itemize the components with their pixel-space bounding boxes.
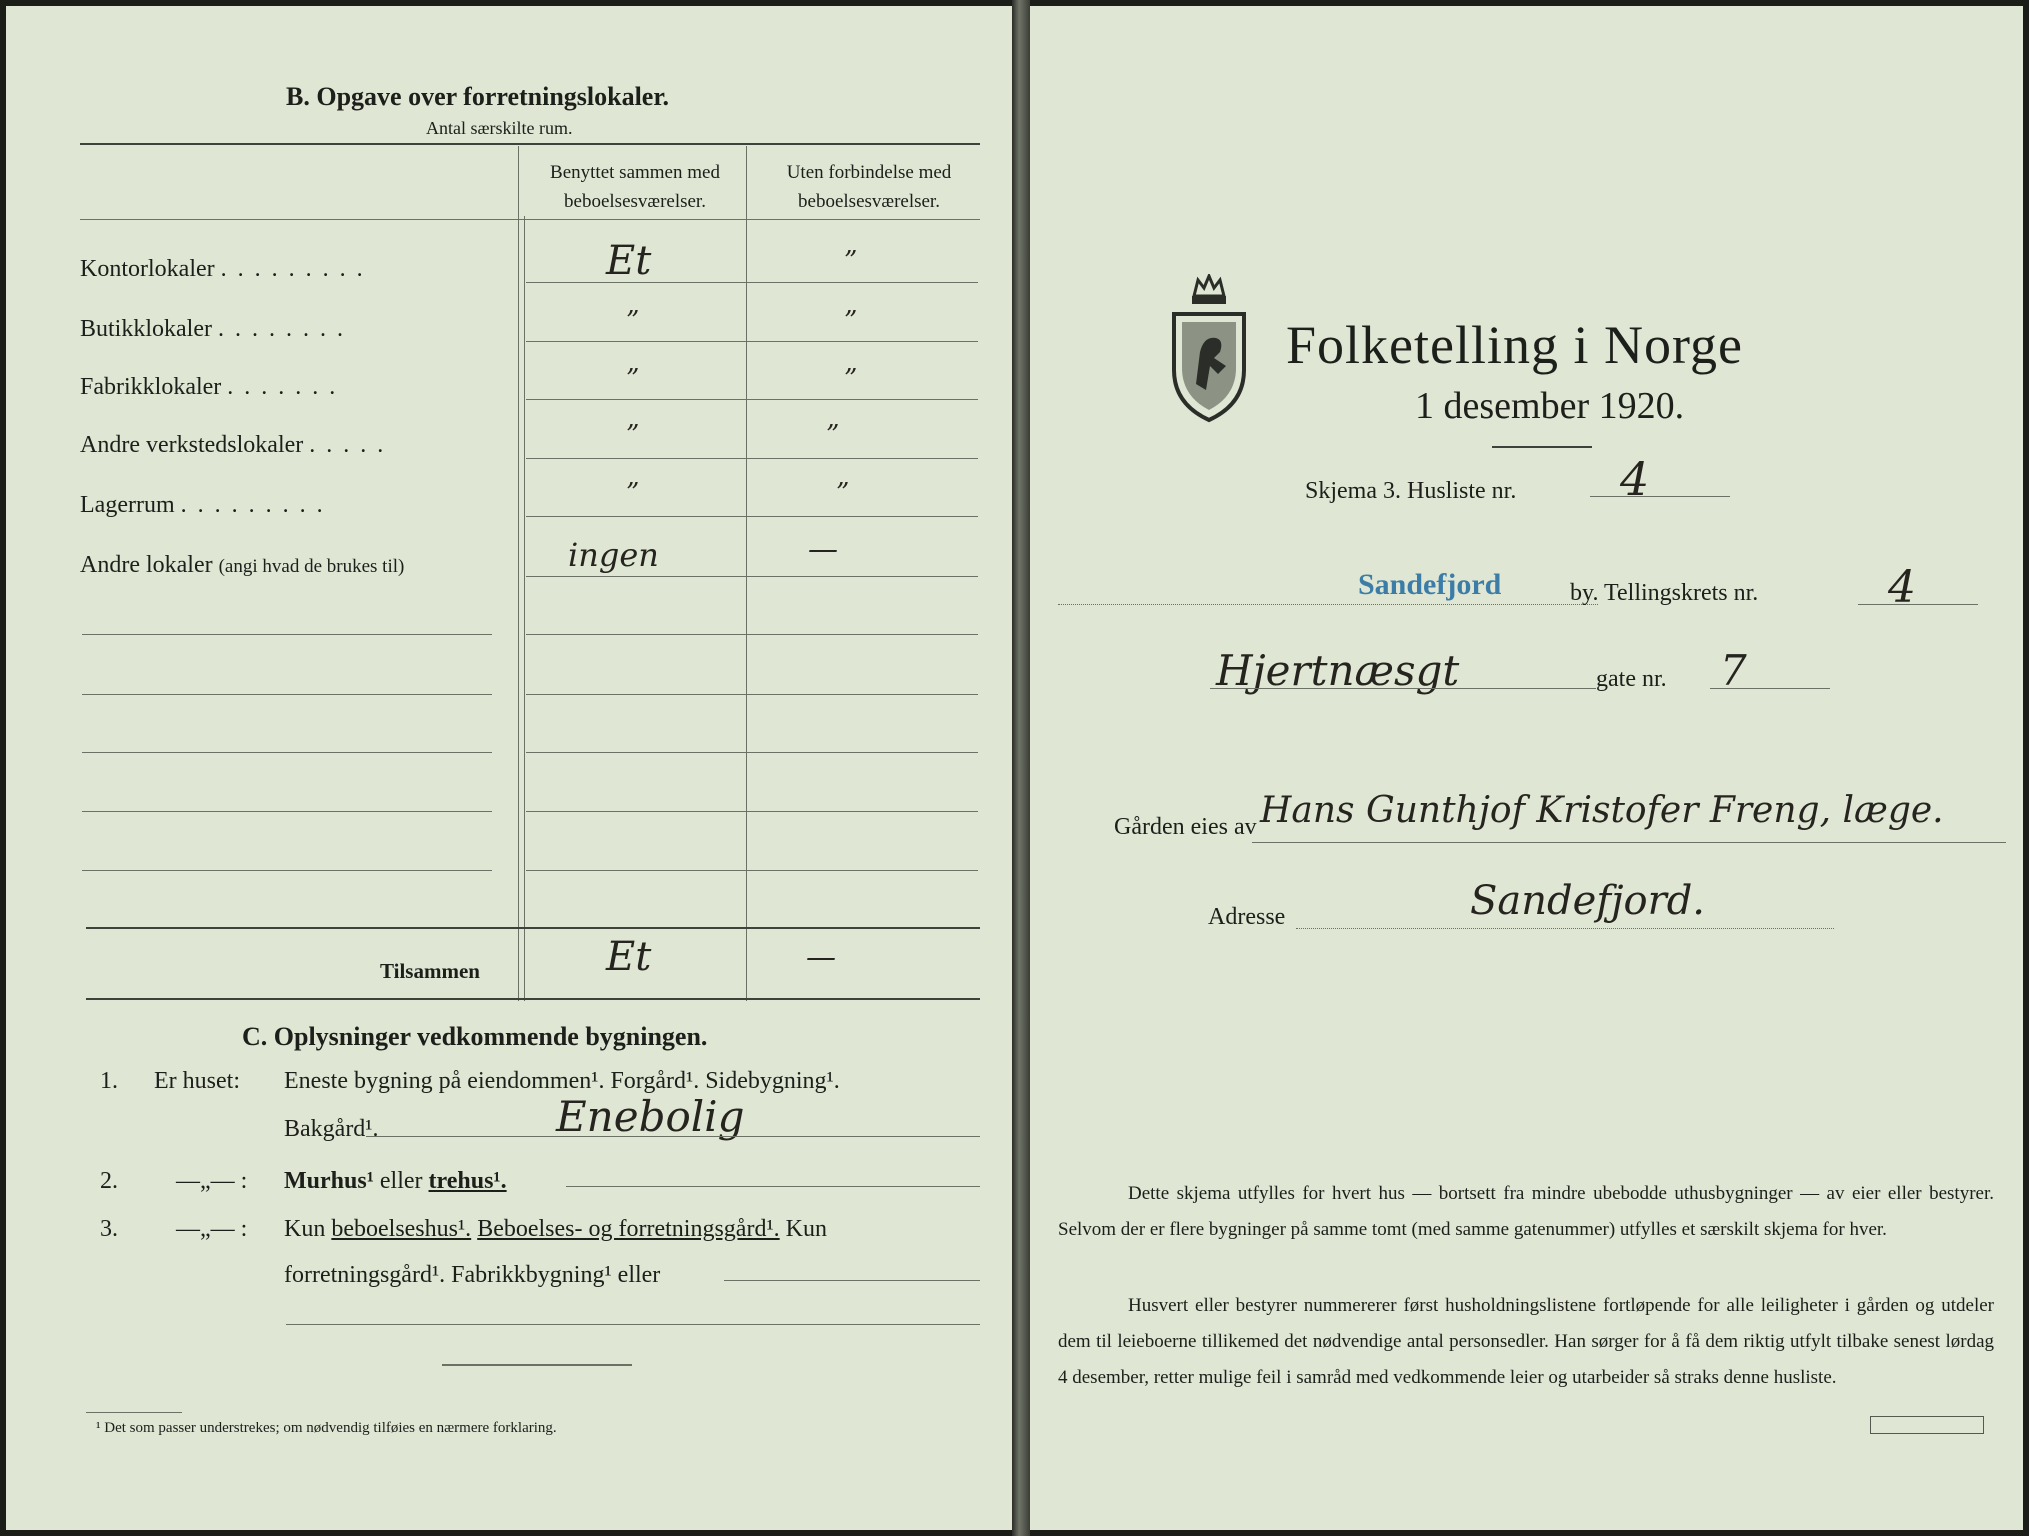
- street-name: Hjertnæsgt: [1216, 646, 1460, 695]
- owner-rule: [1252, 842, 2006, 843]
- section-b-title: B. Opgave over forretningslokaler.: [286, 82, 670, 111]
- row-label-fabrikk: Fabrikklokaler .......: [80, 374, 347, 400]
- title-rule: [1492, 446, 1592, 448]
- blank-row-rule: [526, 811, 978, 812]
- footnote-rule: [86, 1412, 182, 1413]
- by-krets-label: by. Tellingskrets nr.: [1570, 580, 1759, 606]
- total-label: Tilsammen: [380, 959, 480, 983]
- item1-number: 1.: [100, 1068, 118, 1094]
- header-rule: [80, 219, 980, 220]
- row-rule: [526, 576, 978, 577]
- husliste-number: 4: [1620, 452, 1650, 506]
- col1-left-border-inner: [524, 216, 525, 1001]
- row-value-butikk-col1: ”: [626, 306, 640, 336]
- row-rule: [526, 341, 978, 342]
- row-label-verksted: Andre verkstedslokaler .....: [80, 432, 395, 458]
- krets-number: 4: [1888, 562, 1916, 613]
- item1-text: Eneste bygning på eiendommen¹. Forgård¹. Sidebygning¹.: [284, 1068, 840, 1094]
- row-value-fabrikk-col1: ”: [626, 364, 640, 394]
- item3-text2: forretningsgård¹. Fabrikkbygning¹ eller: [284, 1262, 661, 1288]
- item1-text2: Bakgård¹.: [284, 1116, 379, 1142]
- blank-row-rule: [82, 752, 492, 753]
- item3-number: 3.: [100, 1216, 118, 1242]
- footnote: ¹ Det som passer understrekes; om nødvendig tilføies en nærmere forklaring.: [96, 1420, 557, 1436]
- row-value-lager-col2: ”: [836, 478, 850, 508]
- city-stamp: Sandefjord: [1358, 568, 1502, 601]
- total-col1: Et: [606, 934, 652, 980]
- col1-left-border: [518, 146, 519, 1001]
- row-value-kontor-col2: ”: [844, 246, 858, 276]
- blank-row-rule: [82, 811, 492, 812]
- row-value-andre-col1: ingen: [568, 536, 659, 574]
- row-label-butikk: Butikklokaler ........: [80, 316, 354, 342]
- row-value-butikk-col2: ”: [844, 306, 858, 336]
- krets-rule: [1858, 604, 1978, 605]
- item3-rule2: [286, 1324, 980, 1325]
- street-rule: [1210, 688, 1596, 689]
- total-top-rule: [86, 927, 980, 929]
- census-title: Folketelling i Norge: [1286, 315, 1743, 375]
- city-rule: [1058, 604, 1598, 605]
- col2-header: Uten forbindelse med beboelsesværelser.: [786, 162, 952, 212]
- row-label-lager: Lagerrum .........: [80, 492, 334, 518]
- blank-row-rule: [82, 870, 492, 871]
- item2-rule: [566, 1186, 980, 1187]
- address-label: Adresse: [1208, 904, 1286, 930]
- printer-mark: [1870, 1416, 1984, 1434]
- gate-label: gate nr.: [1596, 666, 1667, 692]
- blank-row-rule: [526, 634, 978, 635]
- blank-row-rule: [526, 870, 978, 871]
- husliste-rule: [1590, 496, 1730, 497]
- total-col2: —: [806, 940, 836, 975]
- row-rule: [526, 458, 978, 459]
- coat-of-arms-icon: [1168, 274, 1250, 429]
- row-value-fabrikk-col2: ”: [844, 364, 858, 394]
- address-value: Sandefjord.: [1470, 878, 1706, 924]
- item2-number: 2.: [100, 1168, 118, 1194]
- table-bottom-rule: [86, 998, 980, 1000]
- census-date: 1 desember 1920.: [1415, 385, 1685, 427]
- row-value-andre-col2: —: [808, 532, 838, 567]
- gate-number: 7: [1720, 646, 1747, 695]
- table-top-rule: [80, 143, 980, 145]
- blank-row-rule: [526, 752, 978, 753]
- address-rule: [1296, 928, 1834, 929]
- row-value-verksted-col1: ”: [626, 420, 640, 450]
- row-rule: [526, 399, 978, 400]
- right-page: [1030, 6, 2023, 1530]
- row-label-andre: Andre lokaler (angi hvad de brukes til): [80, 552, 405, 578]
- item2-options: Murhus¹ eller trehus¹.: [284, 1168, 507, 1194]
- schema-label: Skjema 3. Husliste nr.: [1305, 478, 1517, 504]
- owner-label: Gården eies av: [1114, 814, 1257, 840]
- instructions-paragraph-1: Dette skjema utfylles for hvert hus — bortsett fra mindre ubebodde uthusbygninger — av eier eller bestyrer. Selvom der er flere bygninger på samme tomt (med samme gatenummer) utfylles et særskilt skjema for hver.: [1058, 1183, 1994, 1240]
- item3-options: Kun beboelseshus¹. Beboelses- og forretningsgård¹. Kun: [284, 1216, 827, 1242]
- section-b-subtitle: Antal særskilte rum.: [426, 118, 573, 138]
- instructions-paragraph-2: Husvert eller bestyrer nummererer først husholdningslistene fortløpende for alle leiligheter i gården og utdeler dem til leieboerne tillikemed det nødvendige antal personsedler. Han sørger for å få dem riktig utfylt tilbake senest lørdag 4 desember, retter mulige feil i samråd med vedkommende leier og utarbeider så straks denne husliste.: [1058, 1295, 1994, 1388]
- row-value-lager-col1: ”: [626, 478, 640, 508]
- item1-answer: Enebolig: [556, 1092, 745, 1141]
- section-c-title: C. Oplysninger vedkommende bygningen.: [242, 1022, 708, 1051]
- row-value-verksted-col2: ”: [826, 420, 840, 450]
- blank-row-rule: [526, 694, 978, 695]
- left-page: [6, 6, 1012, 1530]
- item3-rule: [724, 1280, 980, 1281]
- row-rule: [526, 516, 978, 517]
- item2-lead: —„— :: [176, 1168, 248, 1194]
- page-fold: [1012, 0, 1030, 1536]
- col1-header: Benyttet sammen med beboelsesværelser.: [550, 162, 720, 212]
- item1-lead: Er huset:: [154, 1068, 240, 1094]
- item1-answer-rule: [366, 1136, 980, 1137]
- divider: [442, 1364, 632, 1366]
- row-label-kontor: Kontorlokaler .........: [80, 256, 374, 282]
- blank-row-rule: [82, 694, 492, 695]
- owner-name: Hans Gunthjof Kristofer Freng, læge.: [1260, 790, 1944, 831]
- row-rule: [526, 282, 978, 283]
- col2-left-border: [746, 146, 747, 1001]
- blank-row-rule: [82, 634, 492, 635]
- gate-rule: [1710, 688, 1830, 689]
- item3-lead: —„— :: [176, 1216, 248, 1242]
- row-value-kontor-col1: Et: [606, 238, 652, 284]
